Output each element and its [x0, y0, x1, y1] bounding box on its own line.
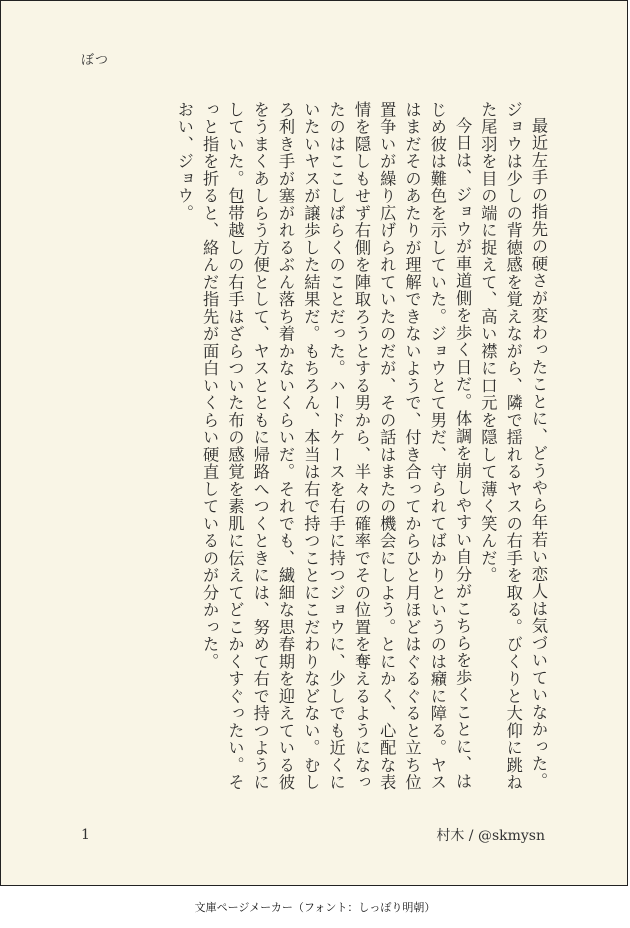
author-credit: 村木 / @skmysn: [436, 828, 545, 844]
page-number: 1: [81, 827, 90, 843]
generator-caption: 文庫ページメーカー（フォント：しっぽり明朝）: [194, 901, 436, 914]
dialogue-line: おい、ジョウ。: [174, 101, 194, 222]
paragraph: 今日は、ジョウが車道側を歩く日だ。体調を崩しやすい自分がこちらを歩くことに、はじめ彼は難色を示していた。ジョウとて男だ、守られてばかりというのは癪に障る。ヤスはまだそのあたりが理解できないようで、付き合ってからひと月ほどはぐるぐると立ち位置争いが繰り広げられていたのだが、その話はまたの機会にしよう。とにかく、心配な表情を隠しもせず右側を陣取ろうとする男から、半々の確率でその位置を奪えるようになったのはここしばらくのことだった。ハードケースを右手に持つジョウに、少しでも近くにいたいヤスが譲歩した結果だ。もちろん、本当は右で持つことにこだわりなどない。むしろ利き手が塞がれるぶん落ち着かないくらいだ。それでも、繊細な思春期を迎えている彼をうまくあしらう方便として、ヤスとともに帰路へつくときには、努めて右で持つようにしていた。包帯越しの右手はざらついた布の感覚を素肌に伝えてどこかくすぐったい。そっと指を折ると、絡んだ指先が面白いくらい硬直しているのが分かった。: [200, 101, 473, 791]
vertical-body-text: [81, 101, 551, 801]
paragraph: 最近左手の指先の硬さが変わったことに、どうやら年若い恋人は気づいていなかった。ジョウは少しの背徳感を覚えながら、隣で揺れるヤスの右手を取る。びくりと大仰に跳ねた尾羽を目の端に捉えて、高い襟に口元を隠して薄く笑んだ。: [478, 101, 548, 791]
running-head: ぼつ: [81, 53, 110, 68]
